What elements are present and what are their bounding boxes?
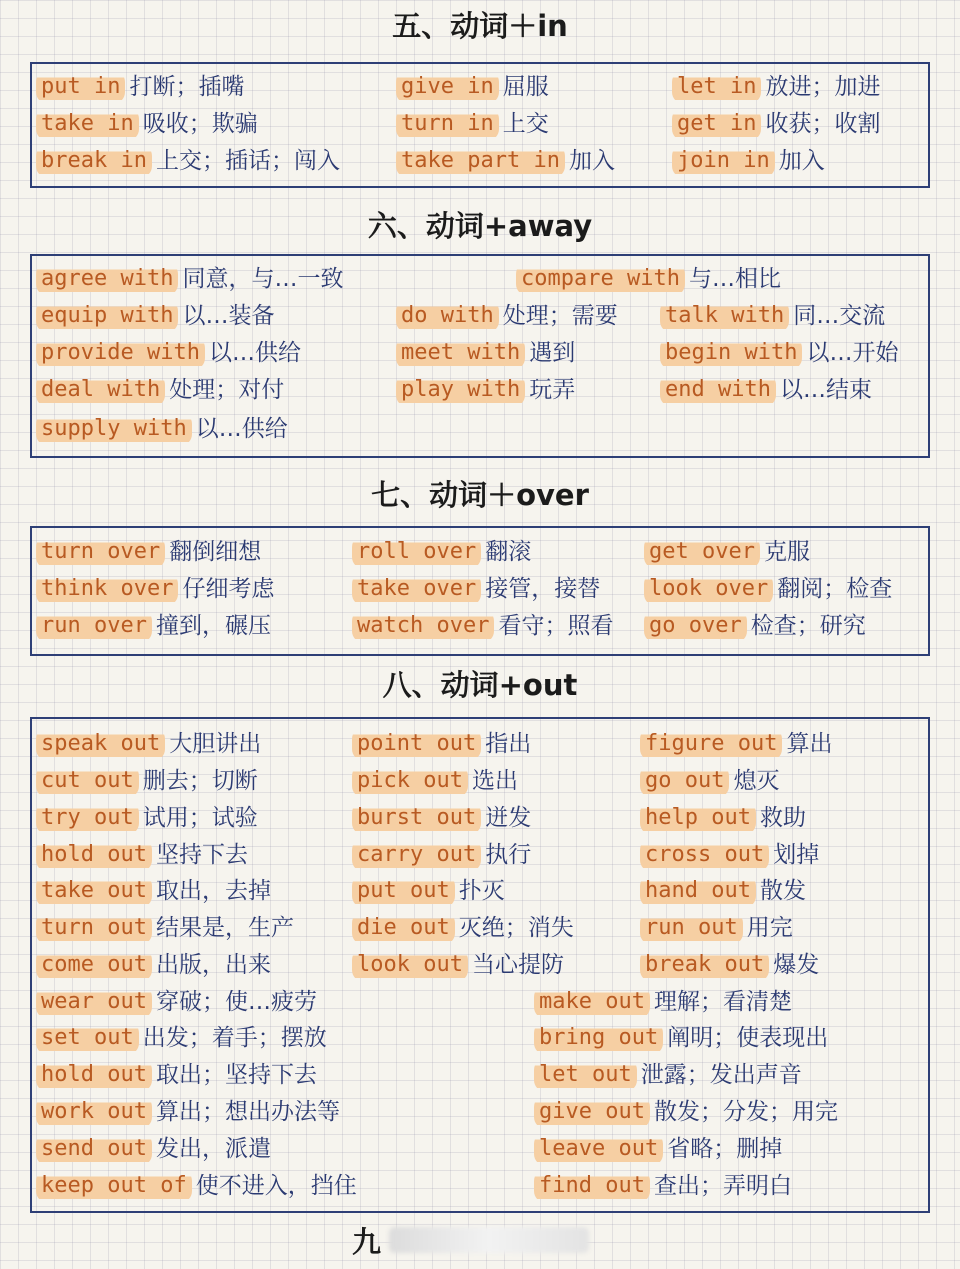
- phrase-en: burst out: [352, 801, 481, 835]
- phrase-zh: 上交；插话；闯入: [155, 148, 340, 174]
- phrase-zh: 划掉: [773, 842, 820, 868]
- phrase-en: roll over: [352, 535, 481, 569]
- phrase-item: [644, 609, 866, 643]
- phrase-item: [644, 535, 810, 569]
- section-heading: 五、动词＋in: [392, 9, 568, 43]
- phrase-zh: 爆发: [773, 952, 820, 978]
- phrase-zh: 散发: [759, 878, 806, 904]
- phrase-zh: 仔细考虑: [182, 576, 275, 602]
- phrase-item: [640, 948, 819, 982]
- phrase-item: [534, 1021, 828, 1055]
- phrase-zh: 吸收；欺骗: [142, 111, 258, 137]
- phrase-zh: 与…相比: [688, 266, 781, 292]
- phrase-zh: 执行: [485, 842, 532, 868]
- phrase-item: [36, 609, 271, 643]
- phrase-en: deal with: [36, 373, 165, 407]
- phrase-zh: 加入: [778, 148, 825, 174]
- phrase-item: [396, 107, 549, 141]
- phrase-en: hold out: [36, 838, 152, 872]
- section-heading: 七、动词＋over: [371, 478, 589, 512]
- phrase-item: [36, 1021, 327, 1055]
- phrase-en: do with: [396, 299, 499, 333]
- phrase-zh: 灭绝；消失: [458, 915, 574, 941]
- phrase-zh: 克服: [763, 539, 810, 565]
- phrase-item: [36, 412, 288, 446]
- phrase-en: equip with: [36, 299, 178, 333]
- watermark-blur: [389, 1227, 589, 1253]
- phrase-en: turn over: [36, 535, 165, 569]
- phrase-en: take over: [352, 572, 481, 606]
- phrase-en: join in: [672, 144, 775, 178]
- phrase-zh: 以…装备: [182, 303, 275, 329]
- phrase-en: think over: [36, 572, 178, 606]
- phrase-en: hand out: [640, 874, 756, 908]
- phrase-zh: 坚持下去: [155, 842, 248, 868]
- phrase-en: cross out: [640, 838, 769, 872]
- phrase-zh: 选出: [471, 768, 518, 794]
- phrase-item: [644, 572, 892, 606]
- phrase-item: [396, 299, 618, 333]
- phrase-en: carry out: [352, 838, 481, 872]
- phrase-item: [36, 373, 284, 407]
- phrase-item: [36, 911, 294, 945]
- phrase-en: pick out: [352, 764, 468, 798]
- phrase-zh: 处理；需要: [502, 303, 618, 329]
- phrase-item: [36, 948, 271, 982]
- phrase-en: take part in: [396, 144, 565, 178]
- phrase-zh: 放进；加进: [765, 74, 881, 100]
- phrase-en: set out: [36, 1021, 139, 1055]
- phrase-item: [640, 727, 832, 761]
- phrase-item: [36, 336, 301, 370]
- phrase-en: go out: [640, 764, 729, 798]
- phrase-zh: 屈服: [502, 74, 549, 100]
- phrase-zh: 翻阅；检查: [777, 576, 893, 602]
- phrase-item: [352, 911, 574, 945]
- phrase-item: [640, 911, 793, 945]
- phrase-en: look out: [352, 948, 468, 982]
- phrase-zh: 收获；收割: [765, 111, 881, 137]
- phrase-item: [640, 764, 779, 798]
- phrase-item: [534, 1095, 838, 1129]
- phrase-en: let in: [672, 70, 761, 104]
- phrase-item: [36, 838, 248, 872]
- phrase-zh: 以…结束: [779, 377, 872, 403]
- phrase-item: [396, 144, 615, 178]
- phrase-zh: 穿破；使…疲劳: [155, 989, 317, 1015]
- phrase-zh: 试用；试验: [142, 805, 258, 831]
- phrase-zh: 翻滚: [485, 539, 532, 565]
- phrase-en: supply with: [36, 412, 192, 446]
- phrase-en: leave out: [534, 1132, 663, 1166]
- phrase-en: help out: [640, 801, 756, 835]
- phrase-zh: 接管，接替: [485, 576, 601, 602]
- phrase-zh: 看守；照看: [498, 613, 614, 639]
- phrase-en: send out: [36, 1132, 152, 1166]
- phrase-en: go over: [644, 609, 747, 643]
- phrase-zh: 同…交流: [793, 303, 886, 329]
- phrase-zh: 以…供给: [208, 340, 301, 366]
- phrase-zh: 散发；分发；用完: [653, 1099, 838, 1125]
- phrase-en: end with: [660, 373, 776, 407]
- phrase-zh: 撞到，碾压: [155, 613, 271, 639]
- phrase-item: [36, 299, 274, 333]
- phrase-item: [396, 70, 549, 104]
- phrase-en: make out: [534, 985, 650, 1019]
- phrase-en: watch over: [352, 609, 494, 643]
- phrase-item: [396, 336, 575, 370]
- phrase-zh: 当心提防: [471, 952, 564, 978]
- phrase-zh: 翻倒细想: [169, 539, 262, 565]
- phrase-zh: 迸发: [485, 805, 532, 831]
- phrase-zh: 算出: [786, 731, 833, 757]
- phrase-en: break out: [640, 948, 769, 982]
- phrase-item: [36, 262, 343, 296]
- phrase-zh: 上交: [502, 111, 549, 137]
- phrase-item: [516, 262, 781, 296]
- phrase-item: [36, 801, 258, 835]
- phrase-item: [352, 535, 531, 569]
- phrase-en: talk with: [660, 299, 789, 333]
- phrase-item: [534, 1058, 802, 1092]
- phrase-en: play with: [396, 373, 525, 407]
- phrase-item: [36, 1169, 357, 1203]
- phrase-item: [534, 1169, 792, 1203]
- phrase-item: [640, 838, 819, 872]
- phrase-item: [672, 107, 880, 141]
- phrase-zh: 取出；坚持下去: [155, 1062, 317, 1088]
- phrase-en: cut out: [36, 764, 139, 798]
- phrase-item: [36, 874, 271, 908]
- phrase-en: compare with: [516, 262, 685, 296]
- phrase-zh: 处理；对付: [169, 377, 285, 403]
- phrase-item: [36, 70, 244, 104]
- phrase-en: run out: [640, 911, 743, 945]
- phrase-item: [36, 985, 317, 1019]
- phrase-item: [640, 874, 806, 908]
- phrase-item: [534, 1132, 782, 1166]
- phrase-en: keep out of: [36, 1169, 192, 1203]
- next-section-heading: [352, 1220, 592, 1260]
- phrase-item: [640, 801, 806, 835]
- phrase-item: [352, 838, 531, 872]
- phrase-item: [36, 1095, 340, 1129]
- phrase-item: [534, 985, 792, 1019]
- phrase-item: [36, 1132, 271, 1166]
- phrase-en: speak out: [36, 727, 165, 761]
- phrase-en: wear out: [36, 985, 152, 1019]
- phrase-en: run over: [36, 609, 152, 643]
- phrase-zh: 理解；看清楚: [653, 989, 792, 1015]
- phrase-item: [352, 609, 613, 643]
- phrase-en: give in: [396, 70, 499, 104]
- phrase-zh: 大胆讲出: [169, 731, 262, 757]
- phrase-item: [352, 764, 518, 798]
- phrase-item: [660, 336, 898, 370]
- phrase-en: try out: [36, 801, 139, 835]
- phrase-en: figure out: [640, 727, 782, 761]
- phrase-zh: 遇到: [529, 340, 576, 366]
- phrase-item: [36, 1058, 317, 1092]
- phrase-en: provide with: [36, 336, 205, 370]
- phrase-zh: 查出；弄明白: [653, 1173, 792, 1199]
- phrase-item: [352, 874, 505, 908]
- phrase-zh: 省略；删掉: [667, 1136, 783, 1162]
- phrase-en: take in: [36, 107, 139, 141]
- section-heading: 六、动词+away: [367, 209, 593, 243]
- phrase-zh: 同意，与…一致: [182, 266, 344, 292]
- phrase-en: point out: [352, 727, 481, 761]
- phrase-item: [36, 144, 340, 178]
- phrase-en: let out: [534, 1058, 637, 1092]
- phrase-zh: 发出，派遣: [155, 1136, 271, 1162]
- phrase-zh: 加入: [568, 148, 615, 174]
- phrase-en: turn in: [396, 107, 499, 141]
- phrase-zh: 打断；插嘴: [129, 74, 245, 100]
- phrase-item: [660, 373, 872, 407]
- phrase-item: [352, 801, 531, 835]
- phrase-en: come out: [36, 948, 152, 982]
- phrase-en: agree with: [36, 262, 178, 296]
- section-heading: 八、动词+out: [382, 668, 578, 702]
- phrase-zh: 指出: [485, 731, 532, 757]
- phrase-en: meet with: [396, 336, 525, 370]
- phrase-zh: 删去；切断: [142, 768, 258, 794]
- phrase-zh: 用完: [746, 915, 793, 941]
- next-section-heading-text: 九: [352, 1224, 382, 1259]
- phrase-en: put in: [36, 70, 125, 104]
- phrase-item: [352, 948, 564, 982]
- phrase-zh: 算出；想出办法等: [155, 1099, 340, 1125]
- phrase-zh: 玩弄: [529, 377, 576, 403]
- phrase-en: begin with: [660, 336, 802, 370]
- phrase-item: [36, 535, 261, 569]
- phrase-zh: 使不进入，挡住: [195, 1173, 357, 1199]
- phrase-en: look over: [644, 572, 773, 606]
- phrase-zh: 出版，出来: [155, 952, 271, 978]
- phrase-zh: 阐明；使表现出: [667, 1025, 829, 1051]
- phrase-item: [672, 70, 880, 104]
- phrase-zh: 以…供给: [195, 416, 288, 442]
- phrase-item: [36, 727, 261, 761]
- phrase-zh: 取出，去掉: [155, 878, 271, 904]
- phrase-en: take out: [36, 874, 152, 908]
- phrase-item: [352, 572, 600, 606]
- phrase-item: [660, 299, 885, 333]
- phrase-en: bring out: [534, 1021, 663, 1055]
- phrase-zh: 扑灭: [458, 878, 505, 904]
- phrase-zh: 熄灭: [733, 768, 780, 794]
- phrase-en: hold out: [36, 1058, 152, 1092]
- phrase-zh: 出发；着手；摆放: [142, 1025, 327, 1051]
- phrase-en: work out: [36, 1095, 152, 1129]
- phrase-en: get over: [644, 535, 760, 569]
- phrase-en: give out: [534, 1095, 650, 1129]
- phrase-item: [36, 107, 258, 141]
- phrase-item: [352, 727, 531, 761]
- phrase-en: die out: [352, 911, 455, 945]
- phrase-item: [672, 144, 825, 178]
- phrase-en: get in: [672, 107, 761, 141]
- phrase-en: find out: [534, 1169, 650, 1203]
- phrase-item: [36, 764, 258, 798]
- phrase-item: [396, 373, 575, 407]
- phrase-zh: 结果是，生产: [155, 915, 294, 941]
- phrase-en: break in: [36, 144, 152, 178]
- phrase-en: turn out: [36, 911, 152, 945]
- phrase-zh: 检查；研究: [750, 613, 866, 639]
- phrase-zh: 以…开始: [806, 340, 899, 366]
- phrase-zh: 泄露；发出声音: [640, 1062, 802, 1088]
- phrase-zh: 救助: [759, 805, 806, 831]
- phrase-en: put out: [352, 874, 455, 908]
- phrase-item: [36, 572, 274, 606]
